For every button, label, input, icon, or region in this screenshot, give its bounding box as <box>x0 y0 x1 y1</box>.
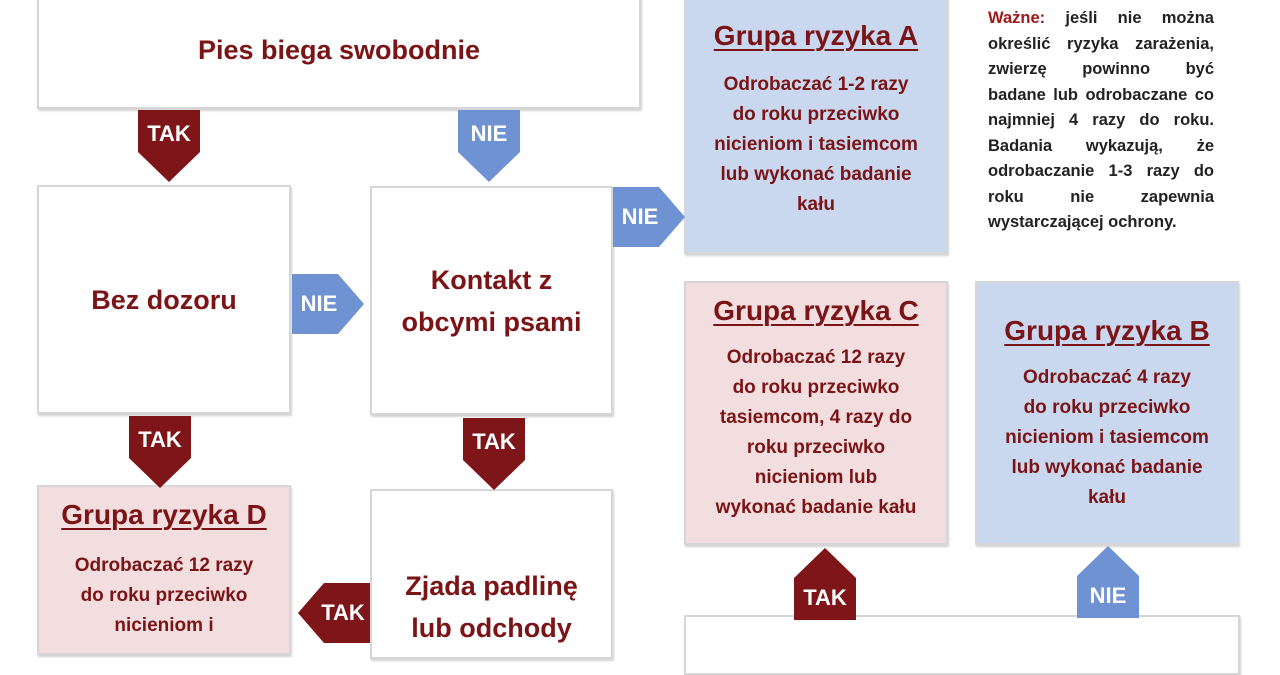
arrow-yes-label: TAK <box>147 121 191 146</box>
arrow-no-down <box>458 110 520 182</box>
arrow-yes-label: TAK <box>138 427 182 452</box>
group-c-line: nicieniom lub <box>754 467 878 488</box>
group-b-text <box>995 363 1219 513</box>
node-unsupervised-label: Bez dozoru <box>91 284 237 315</box>
group-a-line: kału <box>796 194 835 215</box>
arrow-no-up <box>1077 546 1139 618</box>
group-a-line: do roku przeciwko <box>732 104 900 125</box>
arrow-yes-down <box>463 418 525 490</box>
group-a-line: nicieniom i tasiemcom <box>714 134 918 155</box>
group-b-line: do roku przeciwko <box>1023 397 1191 418</box>
node-runs-free-label: Pies biega swobodnie <box>197 34 481 65</box>
important-note-text: jeśli nie można określić ryzyka zarażenia, zwierzę powinno być badane lub odrobaczane co najmniej 4 razy do roku. Badania wykazują, że odrobaczanie 1-3 razy do roku nie zapewnia wystarczającej ochrony. <box>988 9 1214 231</box>
group-d-line: Odrobaczać 12 razy <box>74 555 254 576</box>
arrow-yes-label: TAK <box>472 429 516 454</box>
arrow-yes-label: TAK <box>321 600 365 625</box>
group-b-title: Grupa ryzyka B <box>1004 315 1210 346</box>
node-bottom-partial <box>684 615 1240 675</box>
arrow-no-label: NIE <box>300 291 338 316</box>
arrow-yes-up <box>794 548 856 620</box>
arrow-no-right <box>292 274 364 334</box>
node-runs-free <box>37 0 641 109</box>
important-note-label: Ważne: <box>988 9 1046 27</box>
important-note <box>988 6 1214 236</box>
group-c-line: do roku przeciwko <box>732 377 900 398</box>
arrow-no-label: NIE <box>1089 583 1127 608</box>
group-a-title: Grupa ryzyka A <box>713 20 919 51</box>
arrow-no-label: NIE <box>621 204 659 229</box>
arrow-yes-label: TAK <box>803 585 847 610</box>
group-d-line: do roku przeciwko <box>80 585 248 606</box>
node-contact-line-2: obcymi psami <box>401 306 582 337</box>
group-a-text <box>704 70 928 220</box>
arrow-yes-down <box>138 110 200 182</box>
node-contact-line-1: Kontakt z <box>430 264 553 295</box>
group-c <box>684 281 948 545</box>
group-a <box>684 0 948 254</box>
node-contact <box>370 186 613 415</box>
group-b-line: nicieniom i tasiemcom <box>1005 427 1209 448</box>
group-d <box>37 485 291 655</box>
group-c-title: Grupa ryzyka C <box>713 295 919 326</box>
group-d-title: Grupa ryzyka D <box>61 499 267 530</box>
group-b-line: Odrobaczać 4 razy <box>1023 367 1191 388</box>
group-c-line: roku przeciwko <box>746 437 886 458</box>
group-b <box>975 281 1239 545</box>
group-c-line: tasiemcom, 4 razy do <box>719 407 913 428</box>
node-carrion-line-1: Zjada padlinę <box>405 571 578 601</box>
group-d-text <box>65 551 263 641</box>
group-c-text <box>706 343 927 523</box>
arrow-no-label: NIE <box>470 121 508 146</box>
arrow-yes-down <box>129 416 191 488</box>
group-c-line: Odrobaczać 12 razy <box>726 347 906 368</box>
group-c-line: wykonać badanie kału <box>715 497 917 518</box>
group-b-line: kału <box>1087 487 1126 508</box>
group-b-line: lub wykonać badanie <box>1011 457 1203 478</box>
group-a-line: lub wykonać badanie <box>720 164 912 185</box>
arrow-yes-left <box>298 583 370 643</box>
node-carrion-line-2: lub odchody <box>411 613 572 643</box>
arrow-no-right <box>613 187 685 247</box>
node-carrion <box>370 489 613 659</box>
group-a-line: Odrobaczać 1-2 razy <box>723 74 909 95</box>
node-unsupervised <box>37 185 291 414</box>
group-d-line: nicieniom i <box>114 615 214 636</box>
